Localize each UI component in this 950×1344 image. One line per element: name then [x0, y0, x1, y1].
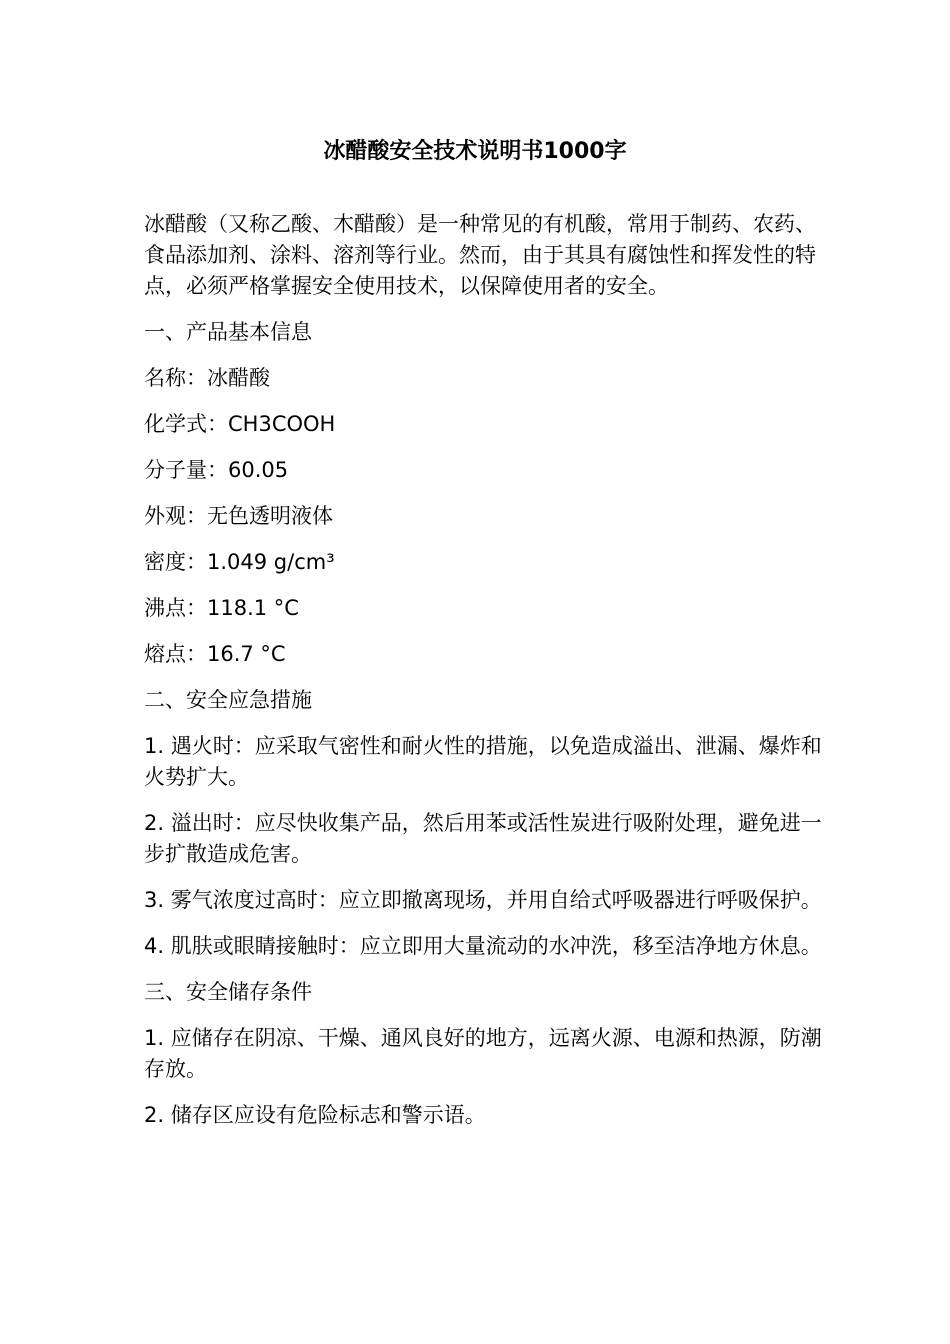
info-name: 名称：冰醋酸: [144, 366, 270, 390]
info-molecular-weight: 分子量：60.05: [144, 458, 289, 482]
section-heading-basic-info: 一、产品基本信息: [144, 320, 312, 344]
info-melting-point: 熔点：16.7 °C: [144, 642, 286, 666]
document-title: 冰醋酸安全技术说明书1000字: [323, 139, 627, 164]
document-body: [144, 209, 824, 1146]
info-appearance: 外观：无色透明液体: [144, 504, 333, 528]
section-heading-emergency: 二、安全应急措施: [144, 688, 312, 712]
storage-item-location: 1. 应储存在阴凉、干燥、通风良好的地方，远离火源、电源和热源，防潮存放。: [144, 1026, 822, 1081]
info-formula: 化学式：CH3COOH: [144, 412, 336, 436]
emergency-item-spill: 2. 溢出时：应尽快收集产品，然后用苯或活性炭进行吸附处理，避免进一步扩散造成危害。: [144, 811, 822, 866]
storage-item-signage: 2. 储存区应设有危险标志和警示语。: [144, 1103, 486, 1127]
emergency-item-fire: 1. 遇火时：应采取气密性和耐火性的措施，以免造成溢出、泄漏、爆炸和火势扩大。: [144, 734, 822, 789]
emergency-item-contact: 4. 肌肤或眼睛接触时：应立即用大量流动的水冲洗，移至洁净地方休息。: [144, 934, 822, 958]
info-density: 密度：1.049 g/cm³: [144, 550, 335, 574]
section-heading-storage: 三、安全储存条件: [144, 980, 312, 1004]
intro-paragraph: 冰醋酸（又称乙酸、木醋酸）是一种常见的有机酸，常用于制药、农药、食品添加剂、涂料、溶剂等行业。然而，由于其具有腐蚀性和挥发性的特点，必须严格掌握安全使用技术，以保障使用者的安全。: [144, 212, 816, 298]
emergency-item-vapor: 3. 雾气浓度过高时：应立即撤离现场，并用自给式呼吸器进行呼吸保护。: [144, 888, 822, 912]
info-boiling-point: 沸点：118.1 °C: [144, 596, 299, 620]
